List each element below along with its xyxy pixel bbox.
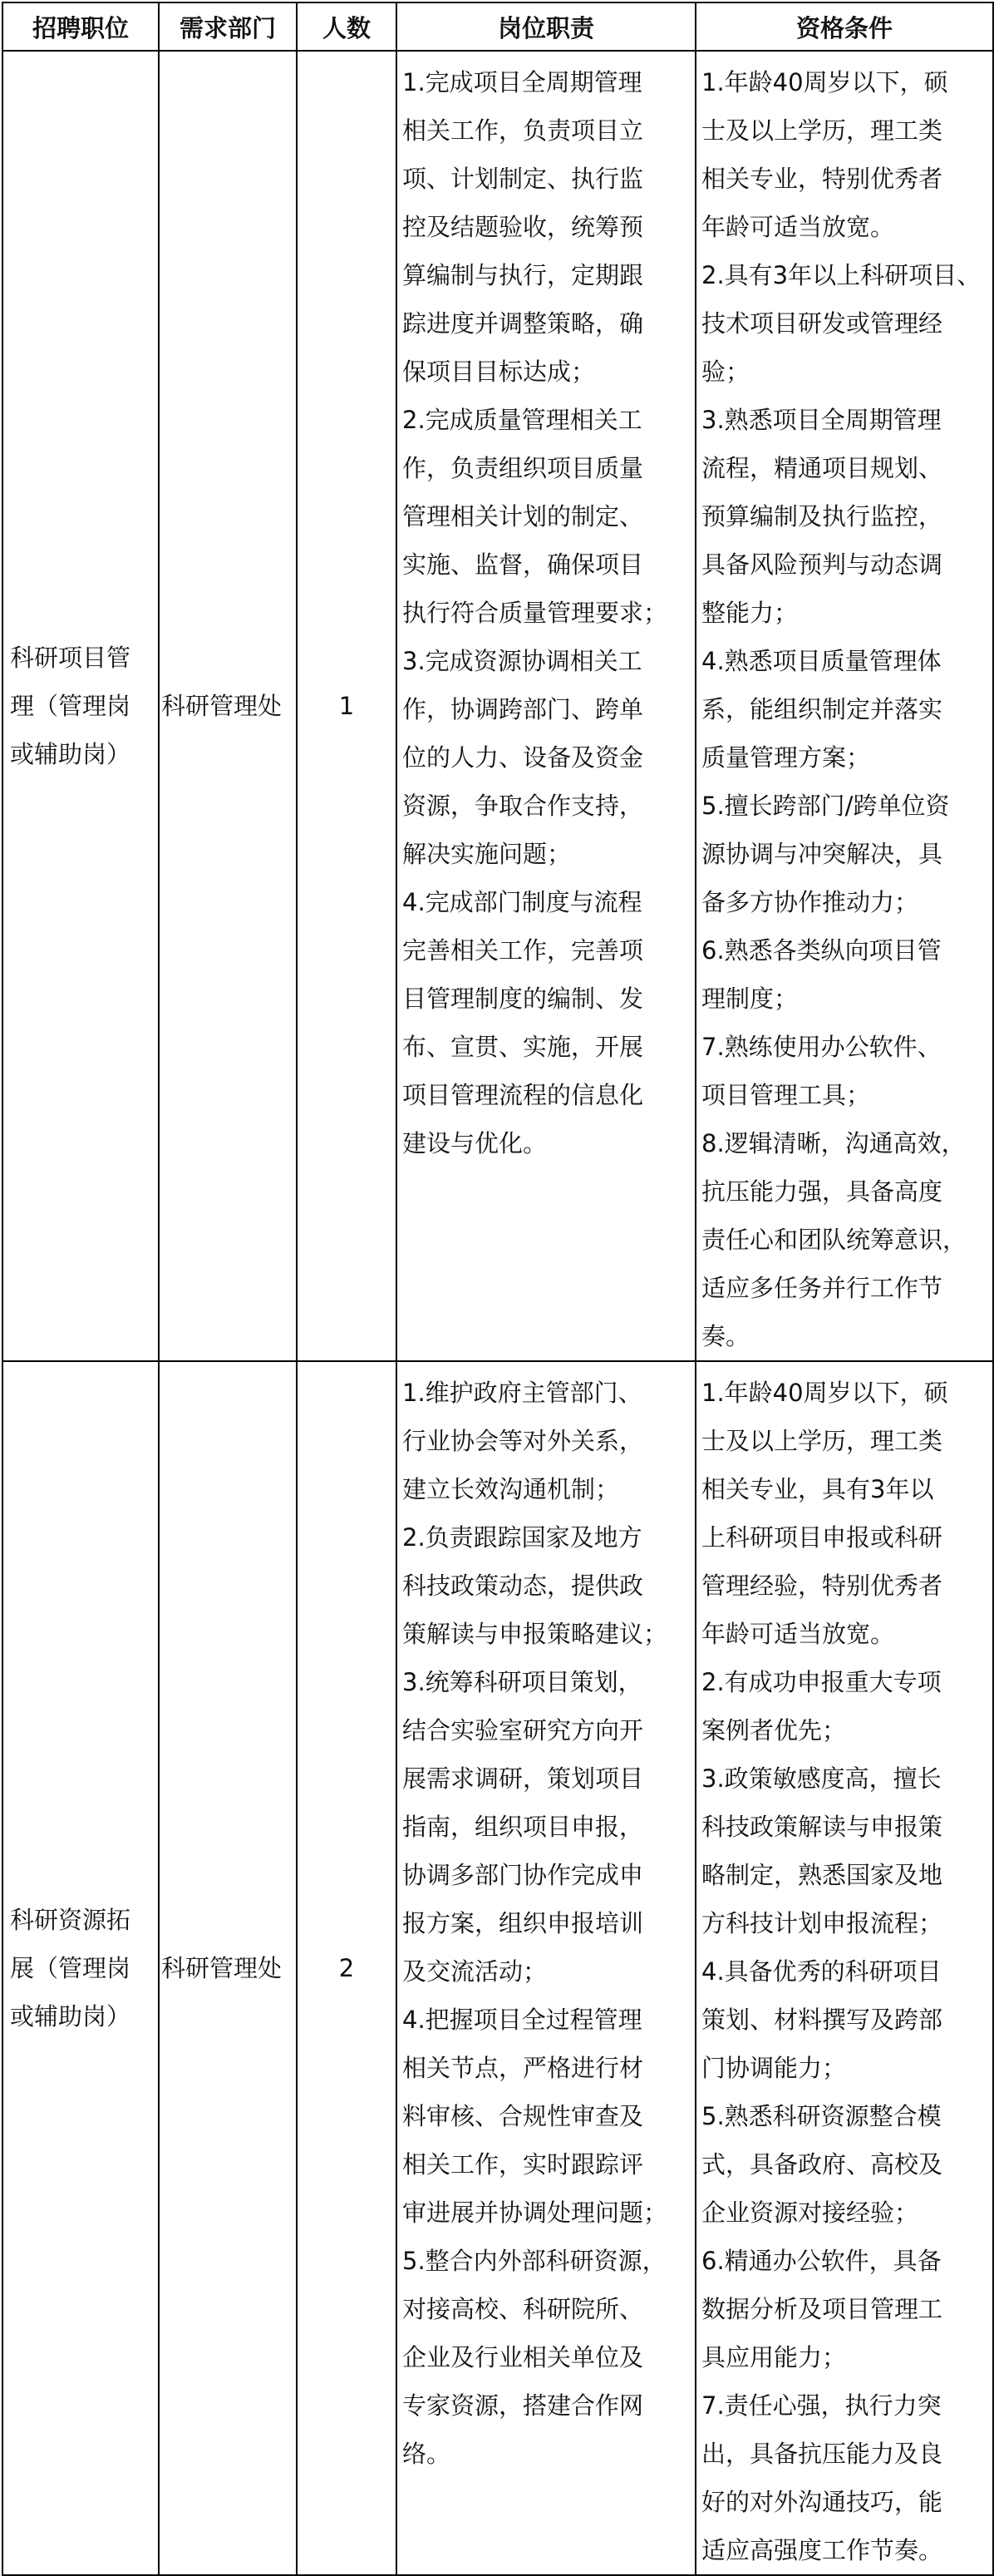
table-row xyxy=(2,51,993,1361)
qualification-line: 3.熟悉项目全周期管理 xyxy=(701,406,942,434)
position-line: 科研项目管 xyxy=(10,644,131,672)
header-department: 需求部门 xyxy=(159,2,297,51)
qualification-line: 好的对外沟通技巧，能 xyxy=(701,2488,943,2516)
qualification-line: 1.年龄40周岁以下，硕 xyxy=(701,68,948,96)
duty-line: 3.统筹科研项目策划， xyxy=(402,1668,642,1696)
duty-line: 专家资源，搭建合作网 xyxy=(402,2391,644,2420)
qualification-line: 7.责任心强，执行力突 xyxy=(701,2391,942,2420)
duty-line: 展需求调研，策划项目 xyxy=(402,1764,644,1793)
qualification-line: 4.具备优秀的科研项目 xyxy=(701,1957,942,1986)
qualification-line: 具备风险预判与动态调 xyxy=(701,550,943,579)
qualification-line: 上科研项目申报或科研 xyxy=(701,1523,943,1552)
duty-line: 协调多部门协作完成申 xyxy=(402,1861,644,1889)
qualification-line: 士及以上学历，理工类 xyxy=(701,1427,943,1455)
qualification-line: 相关专业，特别优秀者 xyxy=(701,165,943,193)
duty-line: 作，协调跨部门、跨单 xyxy=(402,695,644,723)
duty-line: 管理相关计划的制定、 xyxy=(402,502,644,530)
qualification-line: 备多方协作推动力； xyxy=(701,888,919,916)
qualification-line: 质量管理方案； xyxy=(701,743,871,772)
duty-line: 策解读与申报策略建议； xyxy=(402,1620,668,1648)
qualification-line: 士及以上学历，理工类 xyxy=(701,116,943,145)
duty-line: 报方案，组织申报培训 xyxy=(402,1909,644,1937)
position-line: 或辅助岗） xyxy=(10,2002,131,2031)
header-qualifications: 资格条件 xyxy=(696,2,993,51)
duties-cell xyxy=(396,51,696,1361)
duty-line: 审进展并协调处理问题； xyxy=(402,2198,668,2227)
department-cell: 科研管理处 xyxy=(159,51,297,1361)
duty-line: 算编制与执行，定期跟 xyxy=(402,261,644,289)
duty-line: 料审核、合规性审查及 xyxy=(402,2102,644,2130)
duty-line: 项目管理流程的信息化 xyxy=(402,1081,644,1109)
duty-line: 3.完成资源协调相关工 xyxy=(402,647,642,675)
qualification-line: 理制度； xyxy=(701,985,799,1013)
position-cell xyxy=(2,1361,159,2575)
qualification-line: 2.有成功申报重大专项 xyxy=(701,1668,942,1696)
qualification-line: 策划、材料撰写及跨部 xyxy=(701,2006,943,2034)
qualification-line: 适应多任务并行工作节 xyxy=(701,1274,943,1302)
duty-line: 对接高校、科研院所、 xyxy=(402,2295,644,2323)
department-cell: 科研管理处 xyxy=(159,1361,297,2575)
qualification-line: 略制定，熟悉国家及地 xyxy=(701,1861,943,1889)
duty-line: 资源，争取合作支持， xyxy=(402,792,644,820)
qualification-line: 验； xyxy=(701,358,750,386)
qualification-line: 7.熟练使用办公软件、 xyxy=(701,1033,942,1061)
header-count: 人数 xyxy=(297,2,396,51)
duty-line: 5.整合内外部科研资源， xyxy=(402,2247,667,2275)
recruitment-table xyxy=(2,2,994,2576)
duty-line: 4.把握项目全过程管理 xyxy=(402,2006,642,2034)
qualification-line: 数据分析及项目管理工 xyxy=(701,2295,943,2323)
duty-line: 络。 xyxy=(402,2440,451,2468)
qualification-line: 门协调能力； xyxy=(701,2054,847,2082)
duty-line: 企业及行业相关单位及 xyxy=(402,2343,644,2371)
qualification-line: 8.逻辑清晰，沟通高效， xyxy=(701,1129,966,1157)
duties-cell xyxy=(396,1361,696,2575)
qualification-line: 案例者优先； xyxy=(701,1716,847,1744)
duty-line: 2.负责跟踪国家及地方 xyxy=(402,1523,642,1552)
duty-line: 位的人力、设备及资金 xyxy=(402,743,644,772)
qualification-line: 年龄可适当放宽。 xyxy=(701,1620,895,1648)
qualification-line: 方科技计划申报流程； xyxy=(701,1909,943,1937)
duty-line: 建立长效沟通机制； xyxy=(402,1475,620,1503)
duty-line: 1.维护政府主管部门、 xyxy=(402,1379,642,1407)
table-header-row xyxy=(2,2,993,51)
qualification-line: 流程，精通项目规划、 xyxy=(701,454,943,482)
qualification-line: 适应高强度工作节奏。 xyxy=(701,2536,943,2564)
qualifications-cell xyxy=(696,51,993,1361)
duty-line: 建设与优化。 xyxy=(402,1129,548,1157)
qualification-line: 整能力； xyxy=(701,599,799,627)
qualification-line: 1.年龄40周岁以下，硕 xyxy=(701,1379,948,1407)
duty-line: 解决实施问题； xyxy=(402,840,572,868)
duty-line: 作，负责组织项目质量 xyxy=(402,454,644,482)
qualification-line: 技术项目研发或管理经 xyxy=(701,309,943,338)
duty-line: 相关工作，实时跟踪评 xyxy=(402,2150,644,2179)
qualification-line: 式，具备政府、高校及 xyxy=(701,2150,943,2179)
duty-line: 实施、监督，确保项目 xyxy=(402,550,644,579)
duty-line: 控及结题验收，统筹预 xyxy=(402,213,644,241)
table-row xyxy=(2,1361,993,2575)
qualifications-cell xyxy=(696,1361,993,2575)
qualification-line: 具应用能力； xyxy=(701,2343,847,2371)
duty-line: 指南，组织项目申报， xyxy=(402,1813,644,1841)
qualification-line: 年龄可适当放宽。 xyxy=(701,213,895,241)
qualification-line: 奏。 xyxy=(701,1322,750,1350)
qualification-line: 企业资源对接经验； xyxy=(701,2198,919,2227)
headcount-cell: 2 xyxy=(297,1361,396,2575)
duty-line: 行业协会等对外关系， xyxy=(402,1427,644,1455)
position-line: 或辅助岗） xyxy=(10,740,131,768)
duty-line: 执行符合质量管理要求； xyxy=(402,599,668,627)
position-line: 科研资源拓 xyxy=(10,1906,131,1934)
duty-line: 结合实验室研究方向开 xyxy=(402,1716,644,1744)
duty-line: 相关工作，负责项目立 xyxy=(402,116,644,145)
duty-line: 相关节点，严格进行材 xyxy=(402,2054,644,2082)
duty-line: 目管理制度的编制、发 xyxy=(402,985,644,1013)
header-duties: 岗位职责 xyxy=(396,2,696,51)
qualification-line: 相关专业，具有3年以 xyxy=(701,1475,934,1503)
duty-line: 保项目目标达成； xyxy=(402,358,596,386)
duty-line: 完善相关工作，完善项 xyxy=(402,936,644,965)
qualification-line: 3.政策敏感度高，擅长 xyxy=(701,1764,942,1793)
qualification-line: 出，具备抗压能力及良 xyxy=(701,2440,943,2468)
duty-line: 2.完成质量管理相关工 xyxy=(402,406,642,434)
position-cell xyxy=(2,51,159,1361)
duty-line: 1.完成项目全周期管理 xyxy=(402,68,642,96)
qualification-line: 系，能组织制定并落实 xyxy=(701,695,943,723)
qualification-line: 抗压能力强，具备高度 xyxy=(701,1177,943,1206)
duty-line: 项、计划制定、执行监 xyxy=(402,165,644,193)
qualification-line: 源协调与冲突解决，具 xyxy=(701,840,943,868)
duty-line: 科技政策动态，提供政 xyxy=(402,1572,644,1600)
qualification-line: 预算编制及执行监控， xyxy=(701,502,943,530)
position-line: 理（管理岗 xyxy=(10,692,131,720)
qualification-line: 科技政策解读与申报策 xyxy=(701,1813,943,1841)
qualification-line: 5.熟悉科研资源整合模 xyxy=(701,2102,942,2130)
duty-line: 及交流活动； xyxy=(402,1957,548,1986)
qualification-line: 6.精通办公软件，具备 xyxy=(701,2247,942,2275)
header-position: 招聘职位 xyxy=(2,2,159,51)
headcount-cell: 1 xyxy=(297,51,396,1361)
qualification-line: 5.擅长跨部门/跨单位资 xyxy=(701,792,950,820)
qualification-line: 责任心和团队统筹意识， xyxy=(701,1226,967,1254)
duty-line: 布、宣贯、实施，开展 xyxy=(402,1033,644,1061)
duty-line: 踪进度并调整策略，确 xyxy=(402,309,644,338)
qualification-line: 项目管理工具； xyxy=(701,1081,871,1109)
position-line: 展（管理岗 xyxy=(10,1954,131,1982)
qualification-line: 6.熟悉各类纵向项目管 xyxy=(701,936,942,965)
qualification-line: 2.具有3年以上科研项目、 xyxy=(701,261,982,289)
duty-line: 4.完成部门制度与流程 xyxy=(402,888,642,916)
qualification-line: 管理经验，特别优秀者 xyxy=(701,1572,943,1600)
qualification-line: 4.熟悉项目质量管理体 xyxy=(701,647,942,675)
